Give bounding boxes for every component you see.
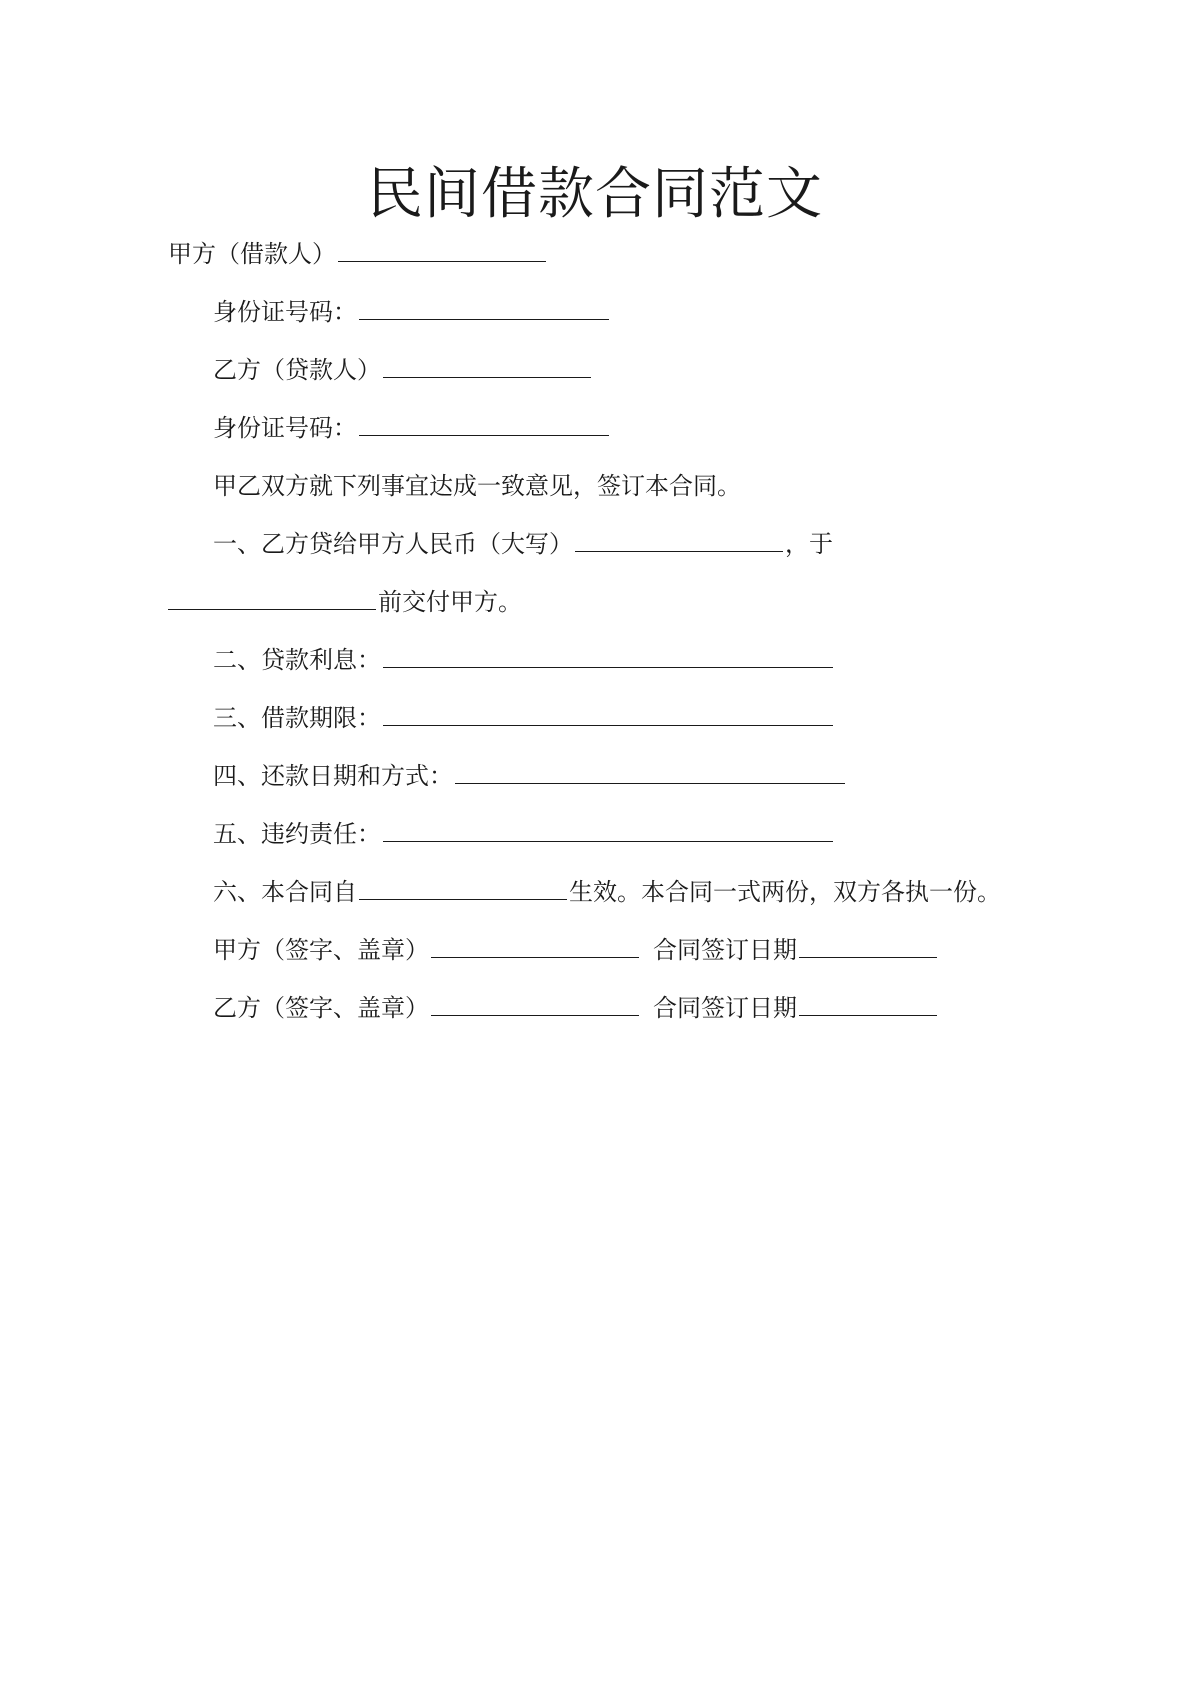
clause-3-blank[interactable] bbox=[383, 701, 833, 726]
clause-6-line bbox=[213, 875, 1001, 909]
sign-date-a-blank[interactable] bbox=[799, 933, 937, 958]
id-b-label: 身份证号码： bbox=[213, 414, 357, 442]
clause-5-label: 五、违约责任： bbox=[213, 820, 381, 848]
document-title: 民间借款合同范文 bbox=[367, 162, 823, 227]
party-b-line bbox=[213, 353, 593, 387]
sign-a-blank[interactable] bbox=[431, 933, 639, 958]
clause-1-cont-line bbox=[168, 585, 522, 619]
clause-4-label: 四、还款日期和方式： bbox=[213, 762, 453, 790]
clause-1-mid: ，于 bbox=[785, 530, 833, 558]
intro-text: 甲乙双方就下列事宜达成一致意见，签订本合同。 bbox=[213, 472, 741, 500]
sign-b-blank[interactable] bbox=[431, 991, 639, 1016]
sign-a-line bbox=[213, 933, 939, 967]
clause-1-amount-blank[interactable] bbox=[575, 527, 783, 552]
party-b-label: 乙方（贷款人） bbox=[213, 356, 381, 384]
clause-2-line bbox=[213, 643, 835, 677]
clause-3-line bbox=[213, 701, 835, 735]
id-b-line bbox=[213, 411, 611, 445]
id-b-blank[interactable] bbox=[359, 411, 609, 436]
sign-date-b-blank[interactable] bbox=[799, 991, 937, 1016]
id-a-blank[interactable] bbox=[359, 295, 609, 320]
party-a-blank[interactable] bbox=[338, 237, 546, 262]
clause-2-label: 二、贷款利息： bbox=[213, 646, 381, 674]
party-a-line bbox=[168, 237, 548, 271]
clause-3-label: 三、借款期限： bbox=[213, 704, 381, 732]
sign-b-label: 乙方（签字、盖章） bbox=[213, 994, 429, 1022]
clause-1-start: 一、乙方贷给甲方人民币（大写） bbox=[213, 530, 573, 558]
clause-1-line bbox=[213, 527, 833, 561]
sign-a-label: 甲方（签字、盖章） bbox=[213, 936, 429, 964]
clause-1-date-blank[interactable] bbox=[168, 585, 376, 610]
party-a-label: 甲方（借款人） bbox=[168, 240, 336, 268]
clause-4-line bbox=[213, 759, 847, 793]
sign-date-b-label: 合同签订日期 bbox=[653, 994, 797, 1022]
sign-b-line bbox=[213, 991, 939, 1025]
clause-5-blank[interactable] bbox=[383, 817, 833, 842]
clause-5-line bbox=[213, 817, 835, 851]
sign-date-a-label: 合同签订日期 bbox=[653, 936, 797, 964]
clause-6-date-blank[interactable] bbox=[359, 875, 567, 900]
id-a-label: 身份证号码： bbox=[213, 298, 357, 326]
clause-6-end: 生效。本合同一式两份，双方各执一份。 bbox=[569, 878, 1001, 906]
intro-line bbox=[213, 469, 741, 503]
clause-4-blank[interactable] bbox=[455, 759, 845, 784]
clause-2-blank[interactable] bbox=[383, 643, 833, 668]
clause-1-end: 前交付甲方。 bbox=[378, 588, 522, 616]
party-b-blank[interactable] bbox=[383, 353, 591, 378]
id-a-line bbox=[213, 295, 611, 329]
clause-6-start: 六、本合同自 bbox=[213, 878, 357, 906]
